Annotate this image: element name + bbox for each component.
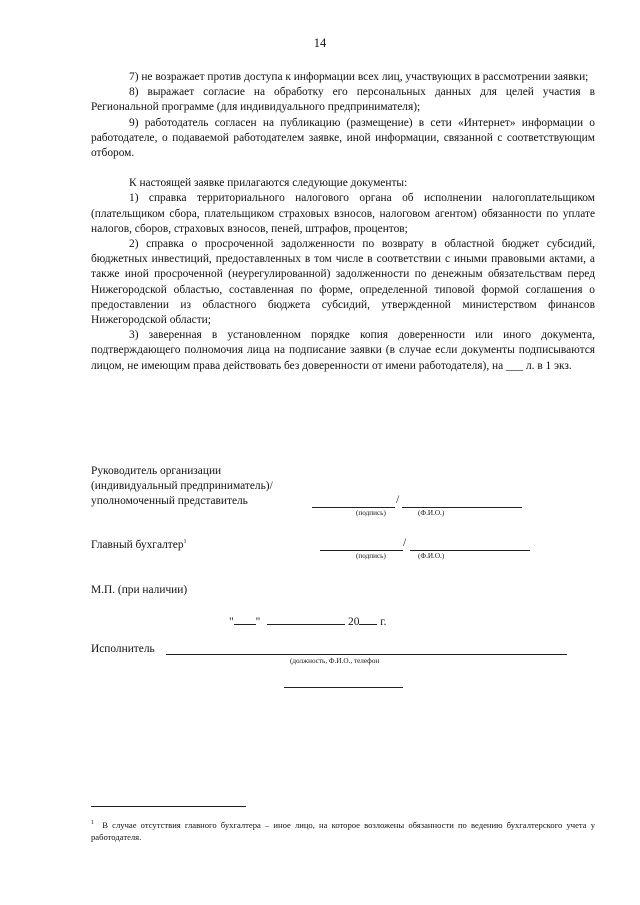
footnote-separator <box>91 806 246 807</box>
head-signature-label <box>91 464 273 510</box>
head-label-line3: уполномоченный представитель <box>91 495 248 508</box>
executor-line <box>166 654 567 655</box>
head-signature-line <box>312 507 395 508</box>
paragraph-item-9: 9) работодатель согласен на публикацию (размещение) в сети «Интернет» информации о работодателе, о подаваемой работодателем заявке, иной информации, связанной с соответствующим отбором. <box>91 116 595 160</box>
date-close-quote: " <box>255 616 261 628</box>
executor-caption: (должность, Ф.И.О., телефон <box>290 657 380 665</box>
attachment-item-3: 3) заверенная в установленном порядке копия доверенности или иного документа, подтверждающего полномочия лица на подписание заявки (в случае если документы подписываются лицом, не имеющим права действовать без доверенности от имени работодателя), на ___ л. в 1 экз. <box>91 329 595 372</box>
accountant-label-text: Главный бухгалтер <box>91 539 184 551</box>
date-year-suffix: г. <box>380 616 387 628</box>
head-label-line1: Руководитель организации <box>91 465 222 477</box>
head-separator: / <box>396 494 400 506</box>
footnote-text: В случае отсутствия главного бухгалтера – иное лицо, на которое возложены обязанности по ведению бухгалтерского учета у работодателя. <box>91 820 596 842</box>
head-caption-name: (Ф.И.О.) <box>418 509 445 517</box>
accountant-label <box>91 538 187 553</box>
footnote-mark: 1 <box>91 820 94 827</box>
stamp-label: М.П. (при наличии) <box>91 584 188 596</box>
head-label-line2: (индивидуальный предприниматель)/ <box>91 480 273 493</box>
date-year-blank <box>359 614 377 625</box>
page-number: 14 <box>313 36 327 50</box>
date-line <box>229 614 387 628</box>
head-name-line <box>402 507 522 508</box>
accountant-caption-name: (Ф.И.О.) <box>418 552 445 560</box>
accountant-caption-signature: (подпись) <box>356 552 386 560</box>
executor-extra-line <box>284 687 403 688</box>
head-caption-signature: (подпись) <box>356 509 386 517</box>
accountant-footnote-mark: 1 <box>183 539 187 546</box>
accountant-separator: / <box>403 537 407 549</box>
paragraph-item-8: 8) выражает согласие на обработку его персональных данных для целей участия в Региональной программе (для индивидуального предпринимателя); <box>91 86 595 114</box>
executor-label: Исполнитель <box>91 643 155 655</box>
footnote <box>91 819 595 843</box>
paragraph-item-7: 7) не возражает против доступа к информации всех лиц, участвующих в рассмотрении заявки; <box>129 71 589 83</box>
date-month-blank <box>267 614 345 625</box>
date-open-quote: " <box>229 616 234 628</box>
attachment-item-1: 1) справка территориального налогового органа об исполнении налогоплательщиком (плательщиком сбора, плательщиком страховых взносов, налоговом агентом) обязанности по уплате налогов, сборов, страховых взносов, пеней, штрафов, процентов; <box>91 192 595 235</box>
body-text <box>91 70 595 374</box>
accountant-signature-line <box>320 550 403 551</box>
accountant-name-line <box>410 550 530 551</box>
date-year-prefix: 20 <box>348 616 360 628</box>
attachment-item-2: 2) справка о просроченной задолженности по возврату в областной бюджет субсидий, бюджетных инвестиций, предоставленных в том числе в соответствии с иными правовыми актами, а также иной просроченной (неурегулированной) задолженности по денежным обязательствам перед Нижегородской областью, составленная по форме, определенной типовой формой соглашения о предоставлении из областного бюджета субсидий, утвержденной министерством финансов Нижегородской области; <box>91 238 595 327</box>
attachments-intro: К настоящей заявке прилагаются следующие документы: <box>129 177 408 190</box>
date-day-blank <box>234 614 256 625</box>
